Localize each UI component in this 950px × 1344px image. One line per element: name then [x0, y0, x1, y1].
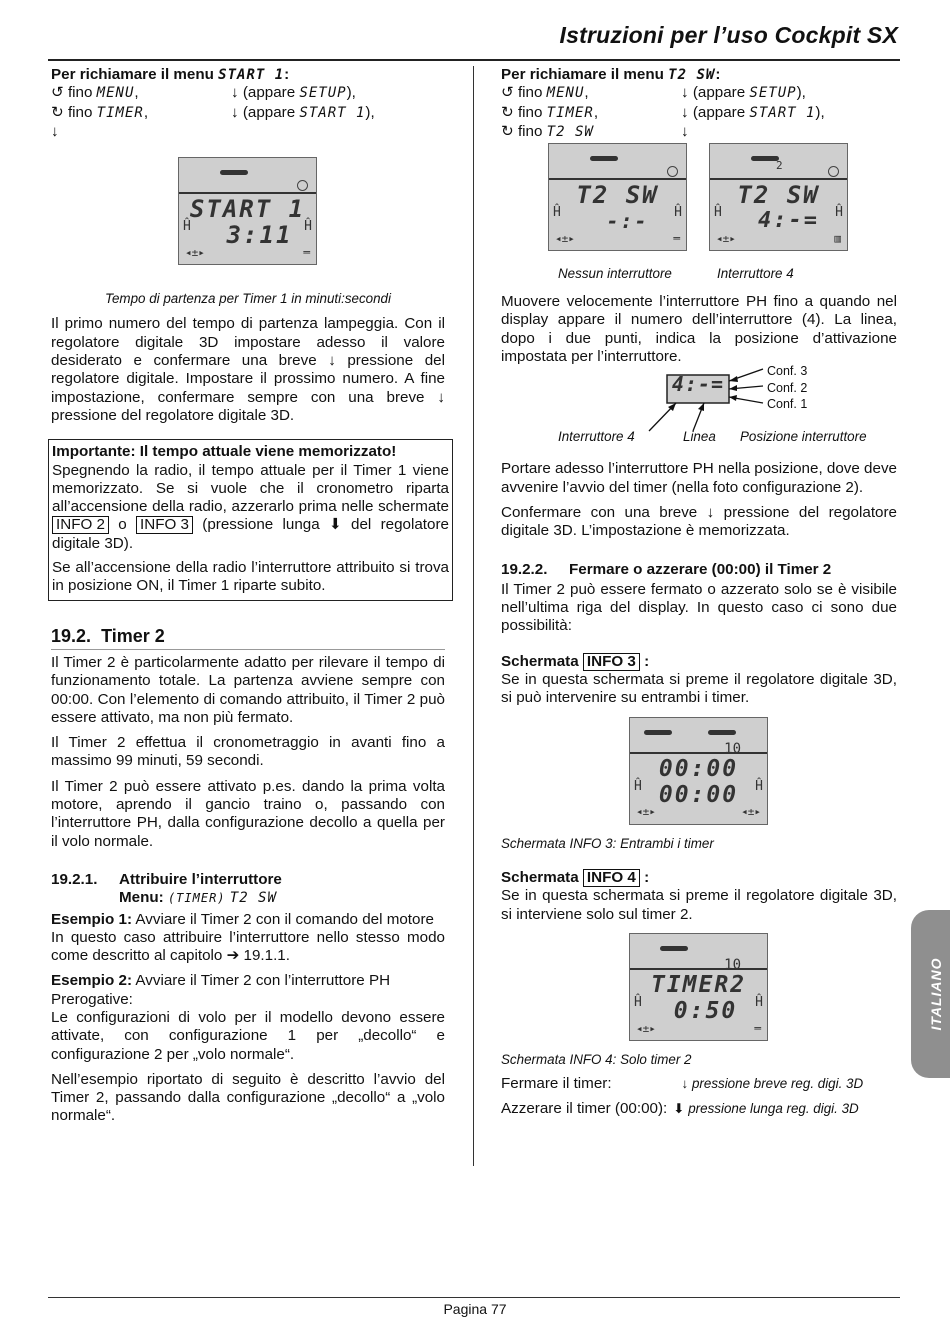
paragraph: Portare adesso l’interruttore PH nella posizione, dove deve avvenire l’avvio del timer (nella foto configurazione 2).	[501, 460, 897, 496]
page-header-title: Istruzioni per l’uso Cockpit SX	[559, 22, 898, 48]
right-column	[501, 66, 897, 1119]
stop-timer-row: Fermare il timer: ↓ pressione breve reg. digi. 3D	[501, 1075, 864, 1093]
page-number: Pagina 77	[443, 1301, 507, 1317]
paragraph: Se in questa schermata si preme il regolatore digitale 3D, si interviene solo sul timer 2.	[501, 887, 897, 923]
info3-heading: Schermata INFO 3 :	[501, 652, 650, 670]
conf-2-label: Conf. 2	[767, 380, 808, 395]
paragraph: Se in questa schermata si preme il regolatore digitale 3D, si può intervenire su entrambi i timer.	[501, 671, 897, 707]
recall-heading: Per richiamare il menu T2 SW:	[501, 66, 721, 83]
example-2: Esempio 2: Avviare il Timer 2 con l’interruttore PH	[51, 972, 391, 990]
paragraph: Muovere velocemente l’interruttore PH fino a quando nel display appare il numero dell’interruttore (4). La linea, dopo i due punti, indica la posizione d’attivazione impostata per l’interruttore.	[501, 293, 897, 366]
paragraph: Le configurazioni di volo per il modello devono essere attivate, con configurazione 1 per „decollo“ e configurazione 2 per „volo normale“.	[51, 1008, 445, 1063]
recall-step-result: ↓ (appare START 1),	[681, 103, 825, 121]
recall-step: ↺ fino MENU,	[51, 84, 139, 102]
recall-step-result: ↓ (appare START 1),	[231, 103, 375, 121]
lcd-figure-info3	[501, 715, 897, 827]
plane-icon	[708, 730, 736, 735]
plane-icon	[590, 156, 618, 161]
recall-step: ↻ fino T2 SW	[501, 122, 594, 140]
language-tab-label: ITALIANO	[927, 957, 944, 1031]
lcd-screen-info4: 10 TIMER2 0:50 Ĥ Ĥ ◂±▸ ═	[629, 933, 768, 1041]
recall-steps	[501, 84, 897, 141]
paragraph: Il Timer 2 è particolarmente adatto per rilevare il tempo di funzionamento totale. La partenza avviene sempre con 00:00. Con l’elemento di comando attribuito, il Timer 2 può essere attivato, ma non più fermato.	[51, 653, 445, 726]
plane-icon	[644, 730, 672, 735]
diagram-label: Interruttore 4	[558, 429, 635, 445]
info4-key: INFO 4	[583, 869, 640, 887]
info3-key: INFO 3	[583, 653, 640, 671]
recall-step-result: ↓ (appare SETUP),	[681, 84, 806, 102]
figure-caption: Schermata INFO 4: Solo timer 2	[501, 1051, 692, 1067]
lcd-figure-info4	[501, 931, 897, 1043]
switch-lcd-value: 4:-=	[671, 372, 725, 397]
prerogatives-label: Prerogative:	[51, 990, 133, 1008]
recall-step: ↻ fino TIMER,	[51, 103, 149, 121]
paragraph: Il Timer 2 può essere fermato o azzerato solo se è visibile nell’ultima riga del display. In questo caso ci sono due possibilità:	[501, 580, 897, 635]
recall-step: ↻ fino TIMER,	[501, 103, 599, 121]
important-note	[48, 439, 453, 600]
lcd-screen-start1: START 1 3:11 Ĥ Ĥ ◂±▸ ═	[178, 157, 317, 265]
paragraph: Il Timer 2 può essere attivato p.es. dando la prima volta motore, aprendo il gancio traino o, passando con l’interruttore PH, dalla configurazione decollo a quella per il volo normale.	[51, 777, 445, 850]
footer-divider	[48, 1297, 900, 1298]
lcd-figure-start1	[51, 141, 445, 263]
figure-caption: Interruttore 4	[717, 266, 794, 282]
lcd-screen-info3: 10 00:00 00:00 Ĥ Ĥ ◂±▸ ◂±▸	[629, 717, 768, 825]
lcd-screen-switch-4: 2 T2 SW 4:-= Ĥ Ĥ ◂±▸ ▥	[709, 143, 848, 251]
conf-labels	[767, 363, 807, 413]
section-heading: 19.2. Timer 2	[51, 627, 445, 650]
figure-caption: Tempo di partenza per Timer 1 in minuti:secondi	[105, 291, 391, 307]
column-divider	[473, 66, 474, 1166]
diagram-label: Linea	[683, 429, 716, 445]
paragraph: Nell’esempio riportato di seguito è descritto l’avvio del Timer 2, passando dalla configurazione „decollo“ a „volo normale“.	[51, 1070, 445, 1125]
subsection-heading: 19.2.2. Fermare o azzerare (00:00) il Timer 2	[501, 560, 832, 578]
recall-step-confirm: ↓	[51, 122, 59, 140]
conf-1-label: Conf. 1	[767, 397, 808, 412]
example-1: Esempio 1: Avviare il Timer 2 con il comando del motore	[51, 910, 434, 928]
conf-3-label: Conf. 3	[767, 364, 808, 379]
paragraph: Confermare con una breve ↓ pressione del regolatore digitale 3D. L’impostazione è memorizzata.	[501, 503, 897, 540]
subsection-menu: Menu: (TIMER) T2 SW	[119, 889, 277, 907]
figure-caption: Schermata INFO 3: Entrambi i timer	[501, 835, 714, 851]
language-tab	[911, 910, 950, 1078]
info4-heading: Schermata INFO 4 :	[501, 868, 650, 886]
plane-icon	[660, 946, 688, 951]
diagram-label: Posizione interruttore	[740, 429, 867, 445]
recall-steps	[51, 84, 445, 141]
paragraph: Il primo numero del tempo di partenza lampeggia. Con il regolatore digitale 3D impostare adesso il valore desiderato e confermare una breve ↓ pressione del regolatore digitale. Impostare il prossimo numero. A fine impostazione, confermare sempre con una breve ↓ pressione del regolatore digitale 3D.	[51, 315, 445, 424]
plane-icon	[220, 170, 248, 175]
captions-row	[501, 265, 897, 283]
subsection-heading: 19.2.1. Attribuire l’interruttore	[51, 870, 282, 888]
recall-step-result: ↓ (appare SETUP),	[231, 84, 356, 102]
reset-timer-row: Azzerare il timer (00:00): ⬇ pressione lunga reg. digi. 3D	[501, 1100, 859, 1118]
note-paragraph: Spegnendo la radio, il tempo attuale per il Timer 1 viene memorizzato. Se si vuole che il cronometro riparta all’accensione della radio, azzerarlo prima nelle schermate INFO 2 o INFO 3 (pressione lunga ⬇ del regolatore digitale 3D).	[52, 461, 449, 552]
info3-key: INFO 3	[136, 516, 193, 534]
plane-icon	[751, 156, 779, 161]
switch-diagram	[501, 364, 897, 459]
note-title: Importante: Il tempo attuale viene memorizzato!	[52, 443, 397, 461]
note-paragraph: Se all’accensione della radio l’interruttore attribuito si trova in posizione ON, il Timer 1 riparte subito.	[52, 559, 449, 595]
lcd-figures-t2sw	[501, 141, 897, 269]
figure-caption: Nessun interruttore	[558, 266, 672, 282]
header-divider	[48, 59, 900, 61]
info2-key: INFO 2	[52, 516, 109, 534]
paragraph: In questo caso attribuire l’interruttore nello stesso modo come descritto al capitolo ➔ 19.1.1.	[51, 928, 445, 965]
paragraph: Il Timer 2 effettua il cronometraggio in avanti fino a massimo 99 minuti, 59 secondi.	[51, 734, 445, 770]
recall-step-result: ↓	[681, 122, 689, 140]
lcd-screen-no-switch: T2 SW -:- Ĥ Ĥ ◂±▸ ═	[548, 143, 687, 251]
left-column	[51, 66, 449, 1133]
recall-step: ↺ fino MENU,	[501, 84, 589, 102]
recall-heading: Per richiamare il menu START 1:	[51, 66, 290, 83]
